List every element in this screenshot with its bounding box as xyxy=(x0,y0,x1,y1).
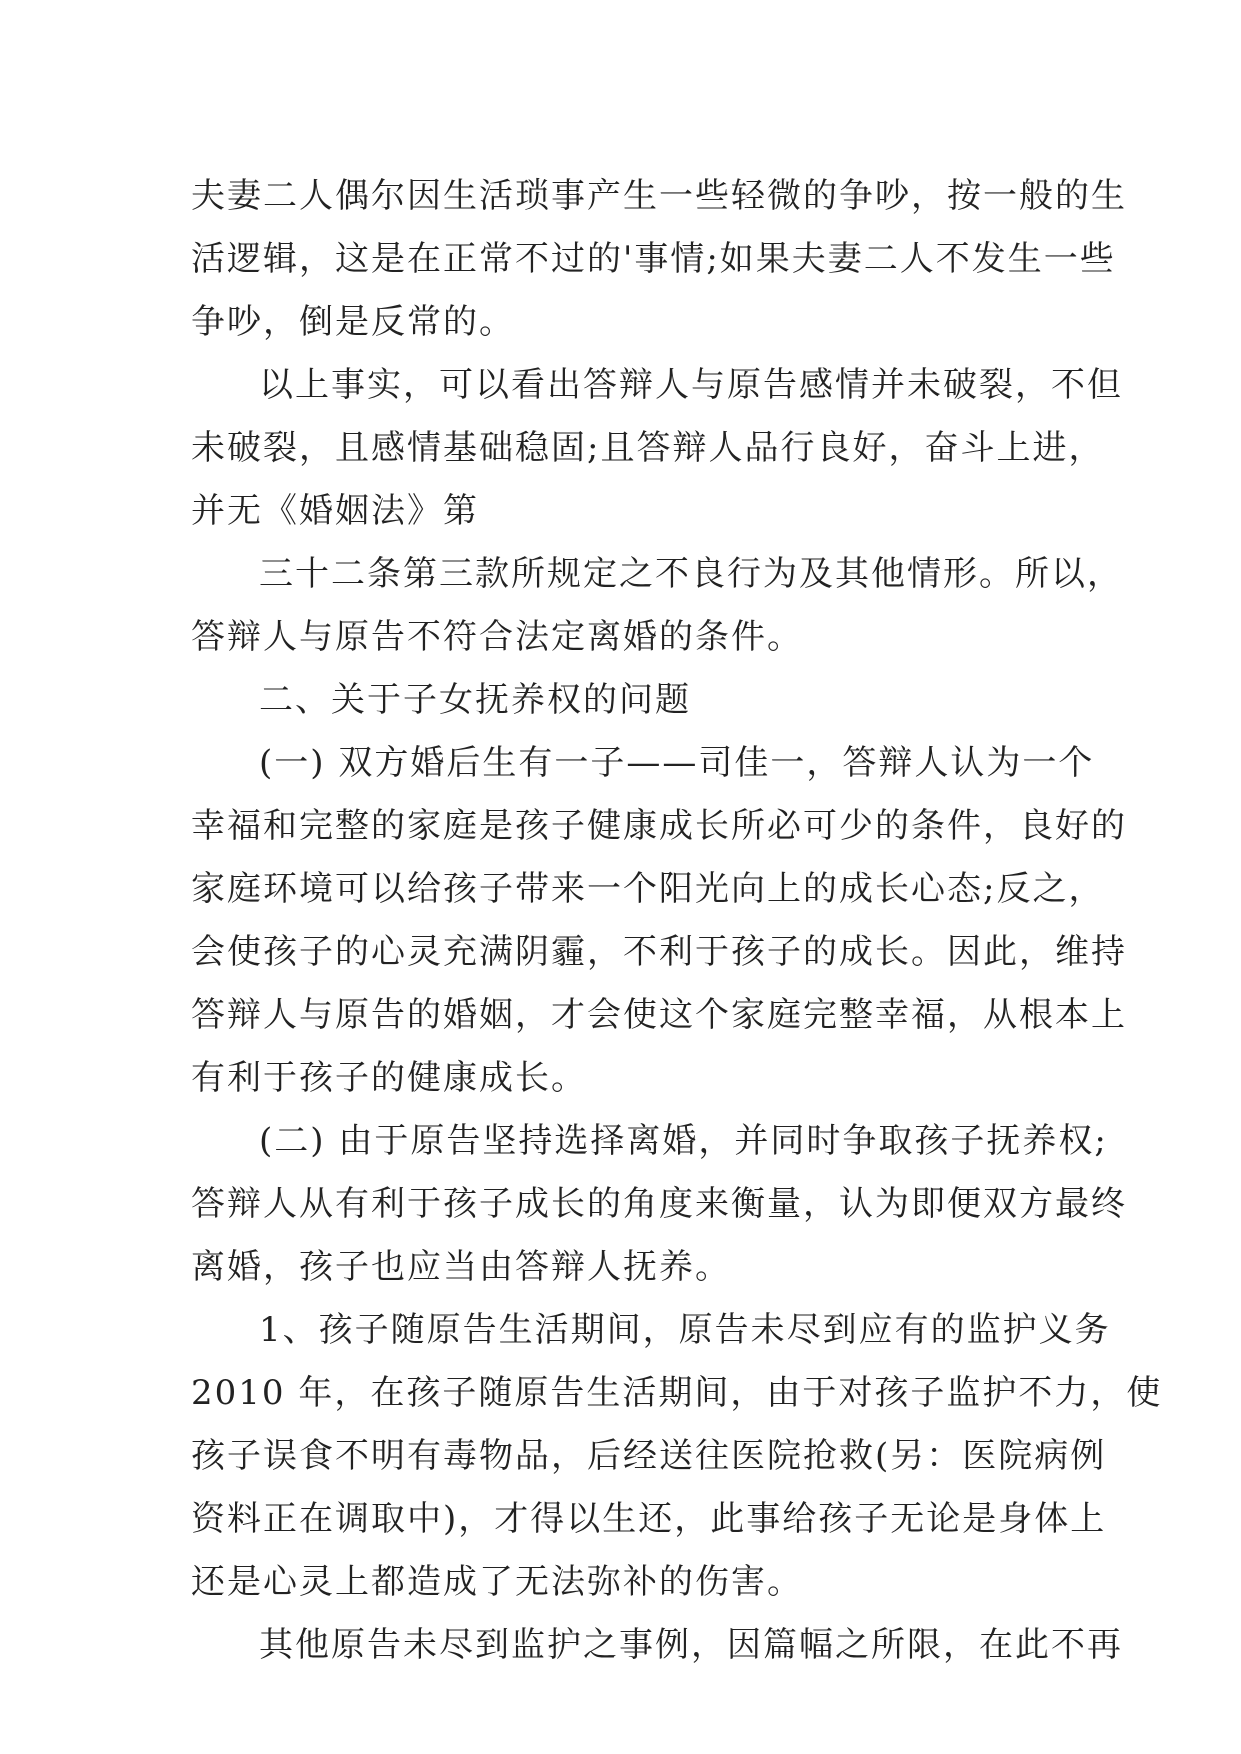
text-line: 离婚，孩子也应当由答辩人抚养。 xyxy=(191,1247,731,1287)
text-line: 夫妻二人偶尔因生活琐事产生一些轻微的争吵，按一般的生 xyxy=(191,176,1127,216)
text-line: 资料正在调取中)，才得以生还，此事给孩子无论是身体上 xyxy=(191,1499,1107,1539)
text-line: 并无《婚姻法》第 xyxy=(191,491,479,531)
text-line: 幸福和完整的家庭是孩子健康成长所必可少的条件，良好的 xyxy=(191,806,1127,846)
text-line: 还是心灵上都造成了无法弥补的伤害。 xyxy=(191,1562,803,1602)
document-body xyxy=(191,165,1163,1677)
text-line: 争吵，倒是反常的。 xyxy=(191,302,515,342)
text-line: (二) 由于原告坚持选择离婚，并同时争取孩子抚养权; xyxy=(259,1121,1108,1161)
text-line: 未破裂，且感情基础稳固;且答辩人品行良好，奋斗上进， xyxy=(191,428,1105,468)
text-line: 会使孩子的心灵充满阴霾，不利于孩子的成长。因此，维持 xyxy=(191,932,1127,972)
text-line: 孩子误食不明有毒物品，后经送往医院抢救(另：医院病例 xyxy=(191,1436,1107,1476)
text-line: 1、孩子随原告生活期间，原告未尽到应有的监护义务 xyxy=(259,1310,1111,1350)
section-heading: 二、关于子女抚养权的问题 xyxy=(259,680,691,720)
text-line: (一) 双方婚后生有一子——司佳一，答辩人认为一个 xyxy=(259,743,1095,783)
text-line: 以上事实，可以看出答辩人与原告感情并未破裂，不但 xyxy=(259,365,1123,405)
text-line: 2010 年，在孩子随原告生活期间，由于对孩子监护不力，使 xyxy=(191,1373,1163,1413)
text-line: 活逻辑，这是在正常不过的'事情;如果夫妻二人不发生一些 xyxy=(191,239,1116,279)
text-line: 答辩人与原告的婚姻，才会使这个家庭完整幸福，从根本上 xyxy=(191,995,1127,1035)
text-line: 家庭环境可以给孩子带来一个阳光向上的成长心态;反之， xyxy=(191,869,1105,909)
text-line: 答辩人从有利于孩子成长的角度来衡量，认为即便双方最终 xyxy=(191,1184,1127,1224)
text-line: 其他原告未尽到监护之事例，因篇幅之所限，在此不再 xyxy=(259,1625,1123,1665)
text-line: 有利于孩子的健康成长。 xyxy=(191,1058,587,1098)
text-line: 三十二条第三款所规定之不良行为及其他情形。所以， xyxy=(259,554,1123,594)
text-line: 答辩人与原告不符合法定离婚的条件。 xyxy=(191,617,803,657)
